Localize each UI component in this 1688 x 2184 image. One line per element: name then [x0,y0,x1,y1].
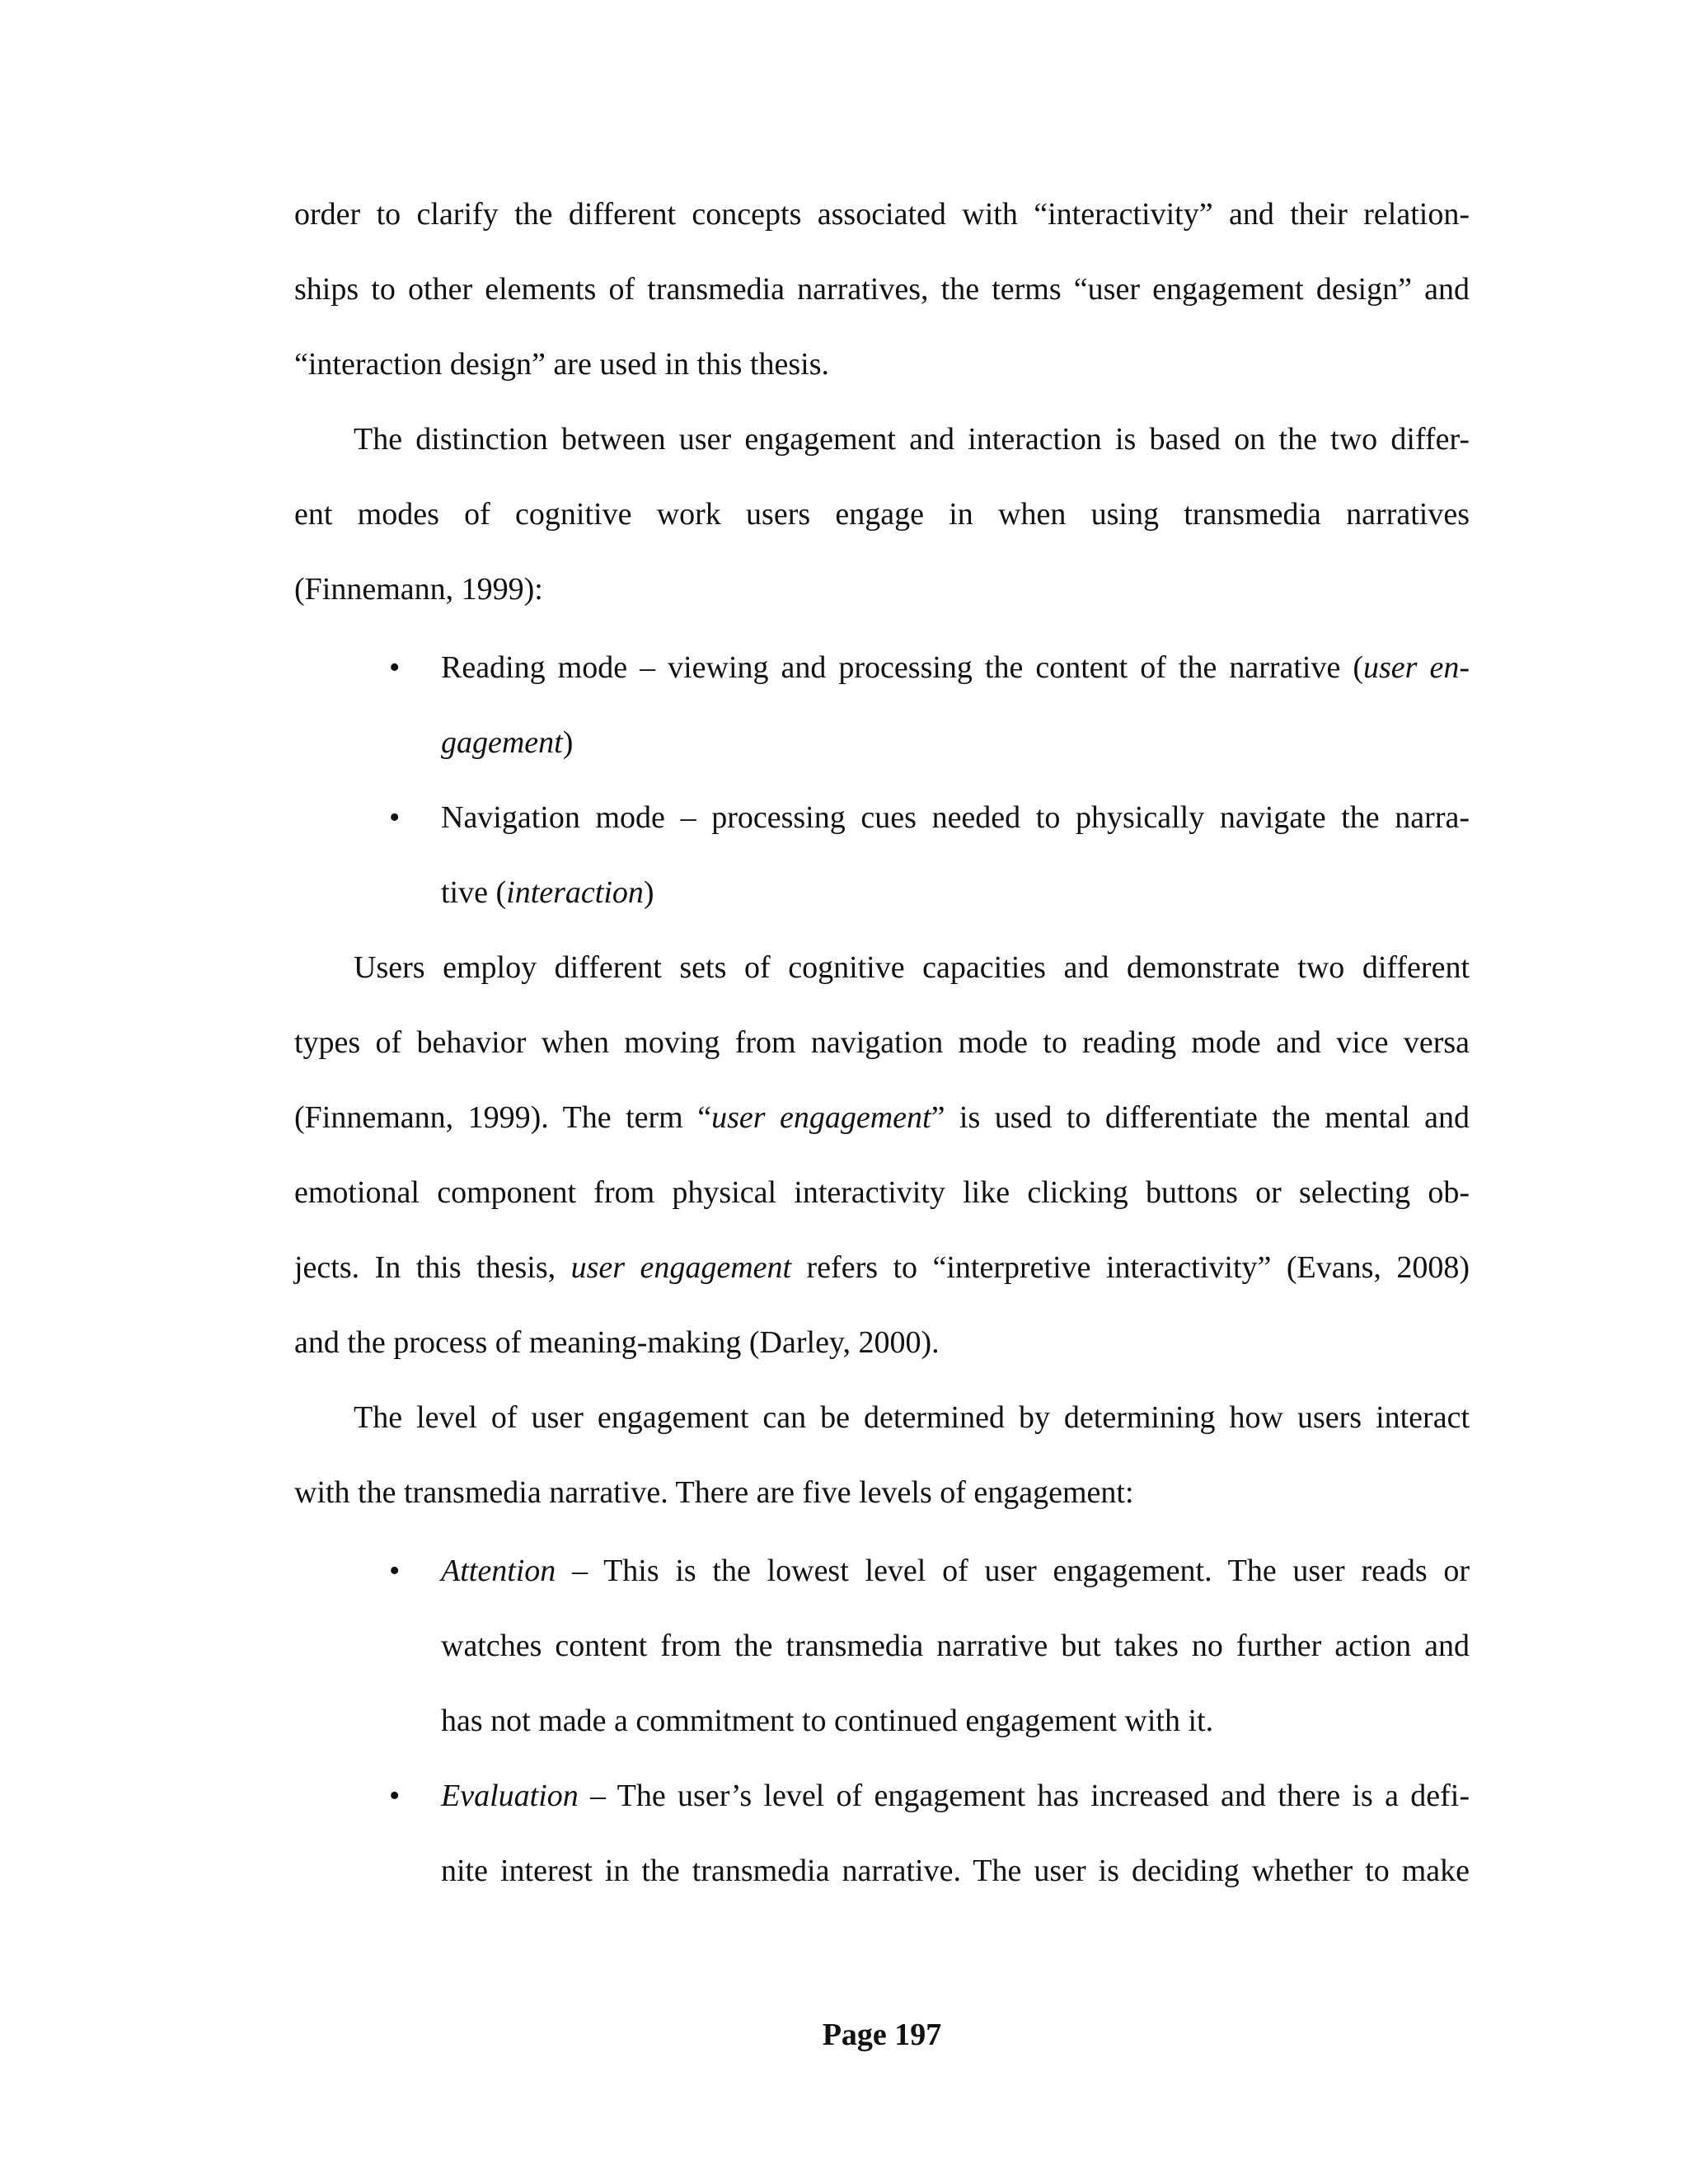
paragraph-text: refers to “interpretive interactivity” (Evans, 2008) [791,1250,1470,1285]
paragraph-text: jects. In this thesis, [294,1250,571,1285]
paragraph-text: (Finnemann, 1999). The term “ [294,1100,712,1135]
list-item-line [441,1776,1470,1816]
paragraph-text: ” is used to differentiate the mental and [931,1100,1470,1135]
list-item-text: Reading mode – viewing and processing the content of the narrative ( [441,650,1364,685]
list-item-term: Evaluation [441,1779,579,1813]
paragraph-line: ships to other elements of transmedia narratives, the terms “user engagement design” and [294,272,1470,307]
paragraph-line: ent modes of cognitive work users engage in when using transmedia narratives [294,497,1470,532]
list-item-text: tive ( [441,875,507,910]
list-item-line [441,648,1470,687]
list-item-text: – The user’s level of engagement has increased and there is a defi- [578,1779,1470,1813]
page-number: Page 197 [822,2018,942,2052]
paragraph-line: emotional component from physical interactivity like clicking buttons or selecting ob- [294,1175,1470,1210]
paragraph-line [294,1248,1470,1287]
list-item-term: Attention [441,1554,556,1588]
paragraph-line: and the process of meaning-making (Darley, 2000). [294,1325,940,1360]
list-item-emphasis: interaction [506,875,644,910]
paragraph-line: order to clarify the different concepts associated with “interactivity” and their relation- [294,197,1470,232]
paragraph-emphasis: user engagement [711,1100,931,1135]
paragraph-line: with the transmedia narrative. There are five levels of engagement: [294,1475,1134,1510]
paragraph-emphasis: user engagement [570,1250,792,1285]
list-item-text: ) [643,875,654,910]
bullet-icon: • [389,1779,401,1813]
list-item-line [441,873,654,912]
list-item-emphasis: gagement [441,725,563,760]
list-item-line: Navigation mode – processing cues needed to physically navigate the narra- [441,800,1470,835]
paragraph-line: The level of user engagement can be determined by determining how users interact [354,1400,1470,1435]
list-item-line: has not made a commitment to continued engagement with it. [441,1704,1214,1738]
bullet-icon: • [389,650,401,685]
paragraph-line: “interaction design” are used in this thesis. [294,347,829,382]
list-item-text: ) [562,725,574,760]
paragraph-line: The distinction between user engagement and interaction is based on the two differ- [354,422,1470,457]
bullet-icon: • [389,1554,401,1588]
paragraph-line: (Finnemann, 1999): [294,572,543,607]
paragraph-line [294,1098,1470,1137]
list-item-line [441,723,573,762]
list-item-line: watches content from the transmedia narrative but takes no further action and [441,1629,1470,1663]
paragraph-line: Users employ different sets of cognitive capacities and demonstrate two different [354,950,1470,985]
list-item-emphasis: user en- [1363,650,1470,685]
paragraph-line: types of behavior when moving from navigation mode to reading mode and vice versa [294,1025,1470,1060]
list-item-line [441,1551,1470,1591]
list-item-text: – This is the lowest level of user engagement. The user reads or [556,1554,1470,1588]
list-item-line: nite interest in the transmedia narrative. The user is deciding whether to make [441,1854,1470,1888]
bullet-icon: • [389,800,401,835]
